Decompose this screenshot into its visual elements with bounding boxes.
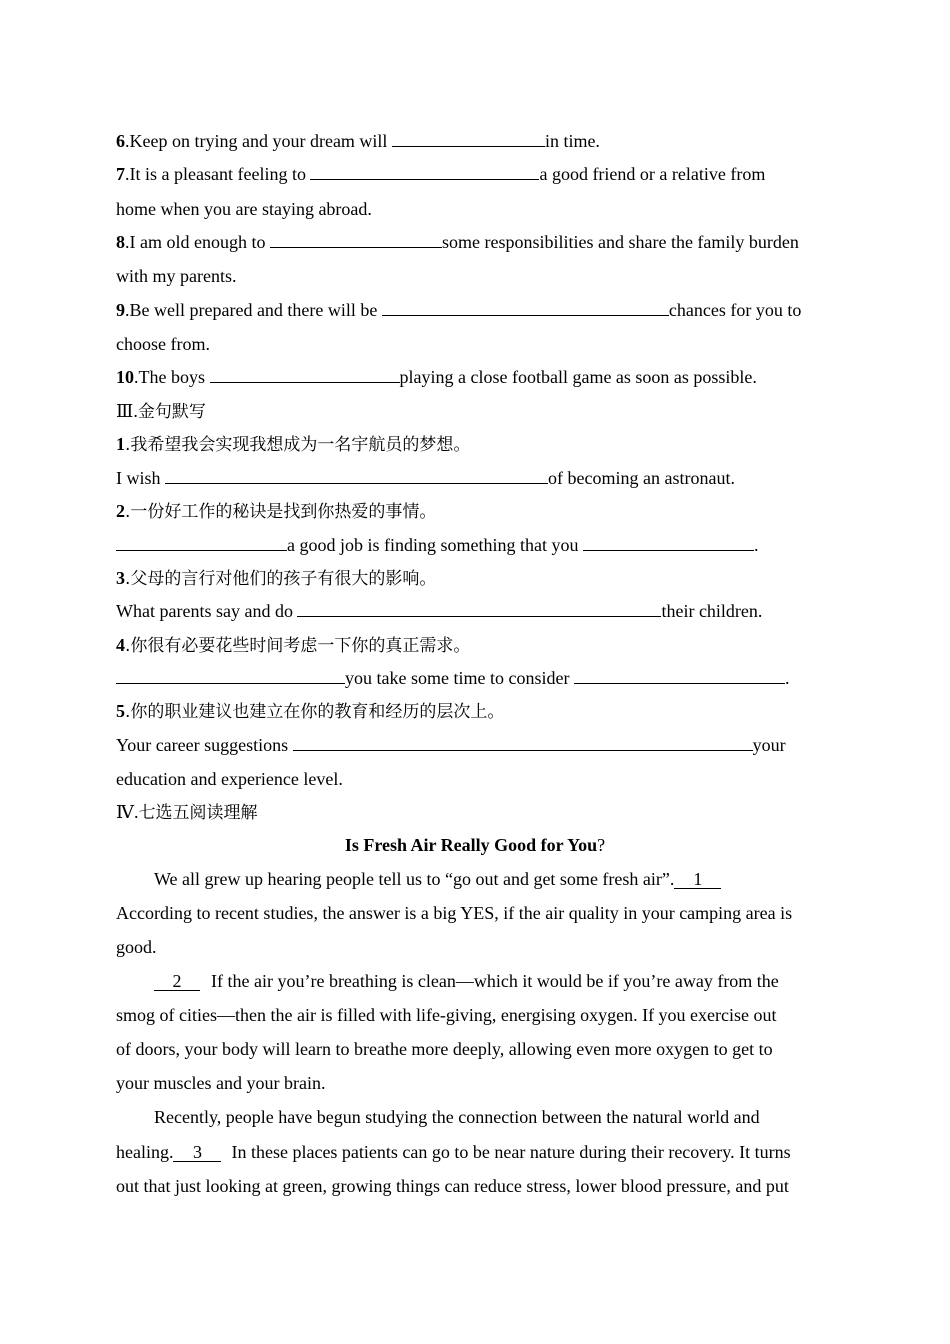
answer-blank[interactable]	[297, 600, 661, 617]
answer-blank[interactable]	[382, 299, 669, 316]
answer-blank[interactable]	[310, 163, 539, 180]
gap-blank[interactable]: 2	[154, 972, 200, 991]
section-heading-3: Ⅲ.金句默写	[116, 401, 206, 422]
paragraph-1-line-3: good.	[116, 937, 157, 957]
exercise-10: 10.The boys playing a close football game as soon as possible.	[116, 367, 757, 387]
sentence-2-chinese: 2.一份好工作的秘诀是找到你热爱的事情。	[116, 501, 437, 522]
sentence-5-continued: education and experience level.	[116, 769, 343, 789]
answer-blank[interactable]	[270, 231, 442, 248]
answer-blank[interactable]	[583, 534, 754, 551]
paragraph-3-line-2: healing. 3 In these places patients can go to be near nature during their recovery. It turns	[116, 1142, 791, 1162]
exercise-7: 7.It is a pleasant feeling to a good friend or a relative from	[116, 164, 766, 184]
sentence-5-english: Your career suggestions your	[116, 735, 786, 755]
passage-title: Is Fresh Air Really Good for You?	[344, 835, 606, 855]
sentence-1-english: I wish of becoming an astronaut.	[116, 468, 735, 488]
sentence-4-chinese: 4.你很有必要花些时间考虑一下你的真正需求。	[116, 635, 471, 656]
exercise-8-continued: with my parents.	[116, 266, 237, 286]
paragraph-2-line-3: of doors, your body will learn to breathe more deeply, allowing even more oxygen to get to	[116, 1039, 773, 1059]
exercise-9-continued: choose from.	[116, 334, 210, 354]
answer-blank[interactable]	[165, 467, 548, 484]
answer-blank[interactable]	[116, 667, 345, 684]
exercise-9: 9.Be well prepared and there will be chances for you to	[116, 300, 802, 320]
gap-blank[interactable]: 3	[173, 1143, 221, 1162]
paragraph-3-line-1: Recently, people have begun studying the connection between the natural world and	[154, 1107, 760, 1127]
answer-blank[interactable]	[574, 667, 785, 684]
sentence-3-chinese: 3.父母的言行对他们的孩子有很大的影响。	[116, 568, 437, 589]
answer-blank[interactable]	[210, 366, 400, 383]
sentence-5-chinese: 5.你的职业建议也建立在你的教育和经历的层次上。	[116, 701, 505, 722]
paragraph-1-line-2: According to recent studies, the answer is a big YES, if the air quality in your camping area is	[116, 903, 793, 923]
sentence-2-english: a good job is finding something that you .	[116, 534, 758, 556]
sentence-3-english: What parents say and do their children.	[116, 601, 763, 621]
section-heading-4: Ⅳ.七选五阅读理解	[116, 802, 258, 823]
sentence-1-chinese: 1.我希望我会实现我想成为一名宇航员的梦想。	[116, 434, 471, 455]
sentence-4-english: you take some time to consider .	[116, 667, 789, 689]
gap-blank[interactable]: 1	[674, 870, 721, 889]
paragraph-2-line-2: smog of cities—then the air is filled with life-giving, energising oxygen. If you exercise out	[116, 1005, 777, 1025]
paragraph-3-line-3: out that just looking at green, growing things can reduce stress, lower blood pressure, and put	[116, 1176, 789, 1196]
exercise-6: 6.Keep on trying and your dream will in time.	[116, 131, 600, 151]
paragraph-1-line-1: We all grew up hearing people tell us to “go out and get some fresh air”. 1	[154, 868, 721, 890]
paragraph-2-line-4: your muscles and your brain.	[116, 1073, 326, 1093]
answer-blank[interactable]	[293, 734, 753, 751]
answer-blank[interactable]	[392, 130, 545, 147]
exercise-7-continued: home when you are staying abroad.	[116, 199, 372, 219]
answer-blank[interactable]	[116, 534, 287, 551]
exercise-8: 8.I am old enough to some responsibilities and share the family burden	[116, 232, 799, 252]
paragraph-2-line-1: 2 If the air you’re breathing is clean—which it would be if you’re away from the	[154, 970, 779, 992]
